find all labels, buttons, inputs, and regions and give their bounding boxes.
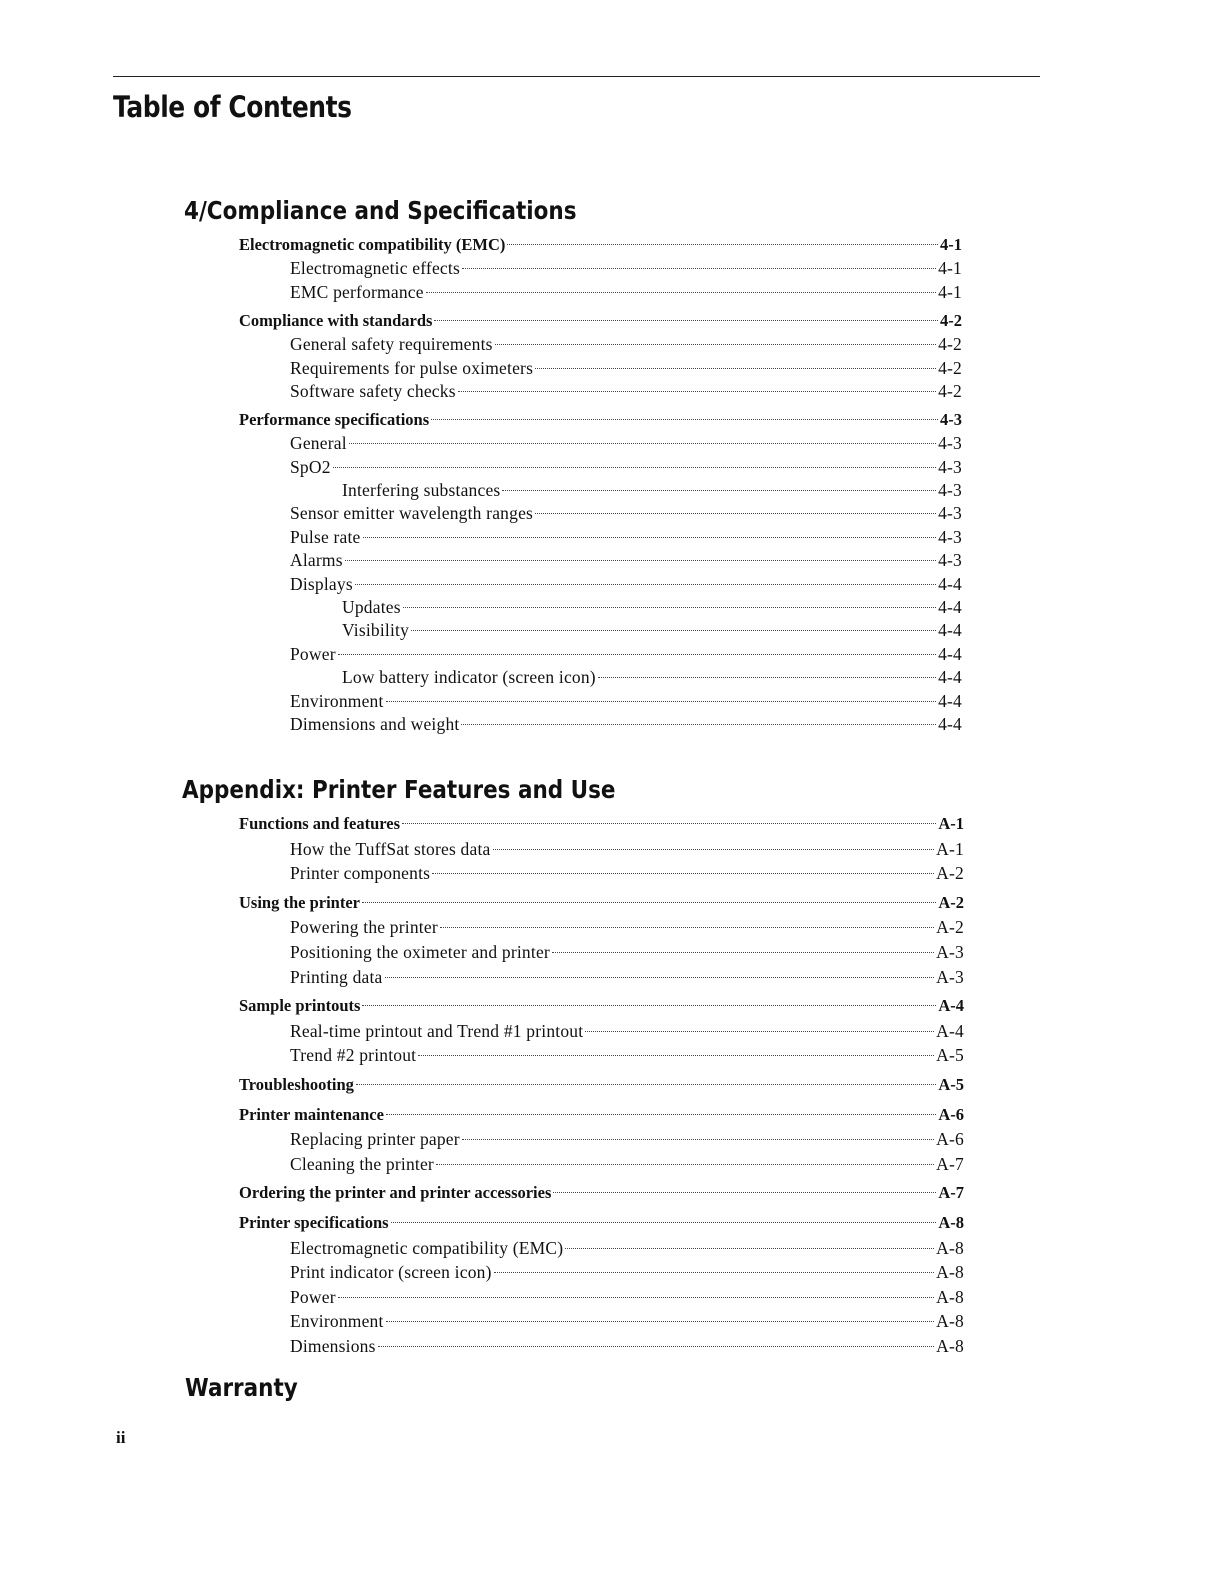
toc-entry-title: Powering the printer: [290, 917, 438, 938]
toc-entry-title: Environment: [290, 1311, 384, 1332]
toc-entry-title: Electromagnetic compatibility (EMC): [290, 1237, 564, 1258]
toc-entry-title: Sensor emitter wavelength ranges: [290, 503, 534, 524]
toc-entry-page: 4-1: [938, 281, 962, 302]
dot-leader: [402, 823, 936, 824]
toc-entry[interactable]: [239, 309, 962, 333]
dot-leader: [432, 873, 934, 874]
dot-leader: [598, 677, 936, 678]
page-number: ii: [116, 1428, 126, 1447]
section-heading-appendix: Appendix: Printer Features and Use: [182, 775, 616, 804]
toc-entry[interactable]: [290, 548, 962, 572]
toc-entry[interactable]: [290, 572, 962, 596]
toc-entry-page: A-4: [938, 996, 964, 1016]
toc-entry-page: A-8: [938, 1213, 964, 1232]
dot-leader: [378, 1346, 935, 1347]
toc-entry-page: 4-1: [940, 235, 962, 254]
dot-leader: [391, 1222, 937, 1223]
toc-entry-page: 4-4: [938, 643, 962, 664]
toc-entry-title: Ordering the printer and printer accessories: [239, 1183, 552, 1203]
toc-entry[interactable]: [239, 1103, 964, 1127]
toc-entry-page: 4-2: [938, 380, 962, 401]
dot-leader: [461, 724, 936, 725]
dot-leader: [535, 513, 936, 514]
toc-entry-title: Interfering substances: [342, 480, 501, 500]
toc-entry-page: 4-1: [938, 258, 962, 279]
toc-entry[interactable]: [290, 501, 962, 525]
toc-entry[interactable]: [290, 837, 964, 861]
dot-leader: [553, 1192, 936, 1193]
toc-entry[interactable]: [342, 595, 962, 619]
toc-entry-title: EMC performance: [290, 281, 424, 302]
toc-entry[interactable]: [239, 233, 962, 257]
dot-leader: [436, 1164, 934, 1165]
toc-entry[interactable]: [290, 1127, 964, 1151]
toc-entry[interactable]: [290, 280, 962, 304]
toc-entry-title: Dimensions and weight: [290, 714, 460, 734]
toc-entry-page: A-1: [938, 814, 964, 833]
toc-entry-title: Electromagnetic effects: [290, 258, 460, 279]
toc-entry-title: General safety requirements: [290, 334, 493, 355]
toc-entry-title: Low battery indicator (screen icon): [342, 667, 596, 688]
dot-leader: [565, 1248, 934, 1249]
toc-entry-title: Compliance with standards: [239, 310, 433, 330]
toc-entry-page: A-8: [936, 1336, 964, 1356]
toc-entry[interactable]: [290, 1043, 964, 1067]
toc-entry-title: Printer components: [290, 863, 431, 884]
section-heading-compliance: 4/Compliance and Specifications: [184, 196, 577, 225]
toc-entry[interactable]: [290, 455, 962, 479]
toc-entry-title: Performance specifications: [239, 409, 430, 429]
dot-leader: [502, 490, 936, 491]
toc-entry-title: Real-time printout and Trend #1 printout: [290, 1020, 584, 1041]
toc-entry[interactable]: [290, 689, 962, 713]
dot-leader: [355, 584, 936, 585]
dot-leader: [462, 268, 936, 269]
toc-entry-title: Power: [290, 1286, 336, 1307]
dot-leader: [338, 654, 936, 655]
toc-entry-page: 4-3: [938, 503, 962, 524]
toc-entry-page: A-8: [936, 1262, 964, 1283]
toc-entry[interactable]: [290, 1236, 964, 1260]
toc-entry-title: Dimensions: [290, 1336, 376, 1356]
toc-entry[interactable]: [290, 256, 962, 280]
toc-entry-page: 4-3: [940, 409, 962, 429]
dot-leader: [585, 1031, 934, 1032]
toc-entry-page: A-5: [936, 1045, 964, 1066]
dot-leader: [362, 1005, 936, 1006]
dot-leader: [431, 419, 938, 420]
toc-entry[interactable]: [290, 1309, 964, 1333]
dot-leader: [418, 1055, 934, 1056]
toc-entry-title: Printing data: [290, 966, 383, 987]
toc-entry[interactable]: [342, 618, 962, 642]
toc-entry-title: Visibility: [342, 620, 410, 641]
toc-entry-page: 4-4: [938, 620, 962, 641]
toc-entry[interactable]: [290, 525, 962, 549]
dot-leader: [362, 902, 936, 903]
header-rule: [113, 76, 1040, 77]
dot-leader: [426, 292, 936, 293]
toc-entry-page: 4-4: [938, 690, 962, 711]
dot-leader: [494, 1272, 935, 1273]
page-title: Table of Contents: [113, 90, 352, 124]
toc-entry[interactable]: [239, 994, 964, 1018]
dot-leader: [386, 701, 936, 702]
dot-leader: [507, 244, 938, 245]
toc-entry-title: Positioning the oximeter and printer: [290, 942, 550, 962]
section-heading-warranty: Warranty: [185, 1373, 298, 1402]
toc-entry[interactable]: [290, 712, 962, 736]
toc-entry-page: 4-4: [938, 573, 962, 594]
dot-leader: [493, 849, 935, 850]
toc-entry-page: A-7: [936, 1153, 964, 1174]
toc-entry[interactable]: [290, 1260, 964, 1284]
toc-entry-page: 4-2: [938, 334, 962, 355]
toc-entry-page: A-2: [938, 892, 964, 912]
dot-leader: [403, 607, 936, 608]
toc-entry-page: 4-2: [938, 357, 962, 378]
dot-leader: [363, 537, 937, 538]
toc-entry-page: A-3: [936, 942, 964, 962]
toc-entry-page: 4-3: [938, 480, 962, 500]
toc-entry-page: 4-4: [938, 667, 962, 688]
toc-entry-title: Printer maintenance: [239, 1104, 384, 1124]
dot-leader: [386, 1114, 936, 1115]
toc-entry[interactable]: [290, 379, 962, 403]
toc-entry-page: 4-3: [938, 526, 962, 547]
dot-leader: [385, 977, 935, 978]
toc-entry-title: Printer specifications: [239, 1213, 389, 1232]
toc-entry-page: A-3: [936, 966, 964, 987]
toc-entry-title: Electromagnetic compatibility (EMC): [239, 235, 506, 254]
toc-entry[interactable]: [290, 1285, 964, 1309]
toc-entry-page: A-8: [936, 1237, 964, 1258]
toc-entry-title: Functions and features: [239, 814, 401, 833]
toc-entry-page: 4-3: [938, 456, 962, 477]
toc-entry-page: A-7: [938, 1183, 964, 1203]
toc-entry-title: Displays: [290, 573, 353, 594]
toc-entry-page: A-2: [936, 863, 964, 884]
toc-entry-title: Troubleshooting: [239, 1075, 354, 1094]
dot-leader: [458, 391, 936, 392]
toc-entry[interactable]: [290, 915, 964, 939]
toc-entry-title: Pulse rate: [290, 526, 361, 547]
toc-entry-page: A-1: [936, 838, 964, 859]
toc-entry-page: A-8: [936, 1286, 964, 1307]
toc-entry[interactable]: [290, 431, 962, 455]
toc-entry-page: 4-4: [938, 597, 962, 617]
toc-entry[interactable]: [290, 861, 964, 885]
toc-entry[interactable]: [239, 1211, 964, 1235]
dot-leader: [345, 560, 936, 561]
dot-leader: [349, 443, 936, 444]
toc-entry-title: Power: [290, 643, 336, 664]
toc-entry-page: 4-3: [938, 433, 962, 454]
toc-entry-title: Alarms: [290, 550, 343, 571]
toc-entry-page: 4-3: [938, 550, 962, 571]
toc-entry-title: How the TuffSat stores data: [290, 838, 491, 859]
toc-entry-title: Updates: [342, 597, 401, 617]
dot-leader: [338, 1297, 934, 1298]
toc-entry-page: A-5: [938, 1075, 964, 1094]
toc-entry[interactable]: [342, 478, 962, 502]
toc-entry-title: General: [290, 433, 347, 454]
toc-entry[interactable]: [239, 1073, 964, 1097]
dot-leader: [552, 952, 934, 953]
dot-leader: [386, 1321, 935, 1322]
toc-entry-page: 4-4: [938, 714, 962, 734]
toc-entry[interactable]: [290, 1019, 964, 1043]
toc-entry-title: Cleaning the printer: [290, 1153, 434, 1174]
dot-leader: [434, 320, 938, 321]
toc-entry[interactable]: [290, 332, 962, 356]
toc-entry[interactable]: [290, 642, 962, 666]
toc-entry-title: SpO2: [290, 456, 331, 477]
toc-entry[interactable]: [290, 965, 964, 989]
toc-entry-page: A-2: [936, 917, 964, 938]
dot-leader: [535, 368, 936, 369]
toc-entry[interactable]: [239, 891, 964, 915]
toc-entry-title: Software safety checks: [290, 380, 456, 401]
toc-entry-page: 4-2: [940, 310, 962, 330]
toc-entry-title: Environment: [290, 690, 384, 711]
toc-entry-title: Requirements for pulse oximeters: [290, 357, 534, 378]
toc-entry[interactable]: [290, 1334, 964, 1358]
toc-entry-title: Sample printouts: [239, 996, 361, 1016]
toc-entry-page: A-8: [936, 1311, 964, 1332]
toc-entry-page: A-6: [938, 1104, 964, 1124]
dot-leader: [495, 344, 936, 345]
toc-entry[interactable]: [290, 356, 962, 380]
dot-leader: [356, 1084, 936, 1085]
toc-entry-title: Trend #2 printout: [290, 1045, 417, 1066]
dot-leader: [333, 467, 936, 468]
toc-entry-page: A-6: [936, 1129, 964, 1150]
toc-entry-page: A-4: [936, 1020, 964, 1041]
dot-leader: [411, 630, 936, 631]
dot-leader: [440, 927, 934, 928]
toc-entry-title: Print indicator (screen icon): [290, 1262, 492, 1283]
toc-entry[interactable]: [290, 940, 964, 964]
toc-entry[interactable]: [342, 665, 962, 689]
toc-entry-title: Replacing printer paper: [290, 1129, 460, 1150]
toc-entry[interactable]: [290, 1152, 964, 1176]
toc-entry-title: Using the printer: [239, 892, 360, 912]
dot-leader: [462, 1139, 934, 1140]
toc-entry[interactable]: [239, 812, 964, 836]
toc-entry[interactable]: [239, 408, 962, 432]
toc-entry[interactable]: [239, 1181, 964, 1205]
